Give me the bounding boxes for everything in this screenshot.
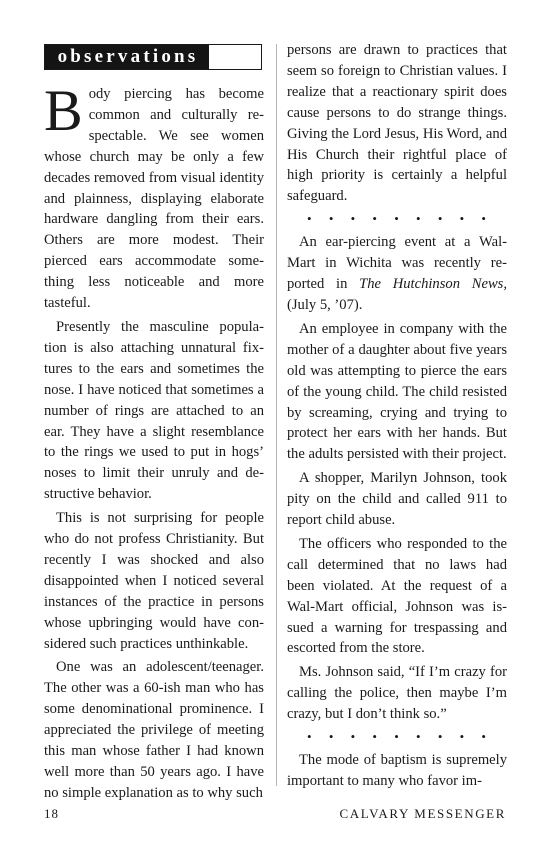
drop-cap: B: [44, 78, 83, 143]
paragraph-text: An ear-piercing event at a Wal-Mart in Wichita was recently re-ported in: [287, 234, 507, 293]
page-number: 18: [44, 806, 59, 821]
section-heading-box: [44, 44, 262, 70]
article-paragraph: [44, 78, 264, 314]
article-paragraph: This is not surprising for people who do not profess Christianity. But recently I was shocked and also disappointed when I noticed several instances of the practice in persons whose upbringing would have con-sidered such practices unthinkable.: [44, 510, 264, 652]
left-column: [44, 78, 264, 804]
section-break-ornament: • • • • • • • • •: [307, 211, 493, 227]
article-paragraph: An employee in company with the mother of a daughter about five years old was attempting to pierce the ears of the young child. The child resisted by screaming, crying and trying to protect her ears with her hands. But the adults persisted with their project.: [287, 320, 507, 463]
newspaper-title: The Hutchinson News,: [359, 276, 507, 293]
article-paragraph: Presently the masculine popula-tion is also attaching unnatural fix-tures to the ears and sometimes the nose. I have noticed that sometimes a number of rings are attached to an ear. They have a slight resemblance to the rings we used to put in hogs’ noses to limit their unruly and de-structive behavior.: [44, 318, 264, 503]
section-heading: observations: [45, 45, 209, 69]
column-divider: [276, 44, 277, 786]
article-paragraph: One was an adolescent/teenager. The other was a 60-ish man who has some denominational prominence. I appreciated the privilege of meeting this man whose father I had known well more than 50 years ago. I have no simple explanation as to why such: [44, 659, 264, 801]
article-paragraph: [287, 232, 507, 316]
section-break-ornament: • • • • • • • • •: [307, 729, 493, 745]
article-paragraph: The officers who responded to the call determined that no laws had been violated. At the request of a Wal-Mart official, Johnson was is-sued a warning for trespassing and escorted from the store.: [287, 535, 507, 657]
article-paragraph: persons are drawn to practices that seem so foreign to Christian values. I realize that a reactionary spirit does cause persons to do strange things. Giving the Lord Jesus, His Word, and His Church their rightful place of high priority is certainly a helpful safeguard.: [287, 42, 507, 205]
article-paragraph: The mode of baptism is supremely important to many who favor im-: [287, 752, 507, 789]
paragraph-text: (July 5, ’07).: [287, 296, 363, 313]
article-paragraph: Ms. Johnson said, “If I’m crazy for calling the police, then maybe I’m crazy, but I don’t think so.”: [287, 664, 507, 723]
paragraph-text: ody piercing has become common and culturally re-spectable. We see women whose church may be only a few decades removed from visual identity and plainness, displaying elaborate hardware dangling from their ears. Others are more modest. Their pierced ears accommodate some-thing less noticeable and more tasteful.: [44, 86, 264, 312]
article-paragraph: A shopper, Marilyn Johnson, took pity on the child and called 911 to report child abuse.: [287, 470, 507, 529]
publication-title: CALVARY MESSENGER: [339, 806, 506, 821]
right-column: [287, 40, 507, 792]
